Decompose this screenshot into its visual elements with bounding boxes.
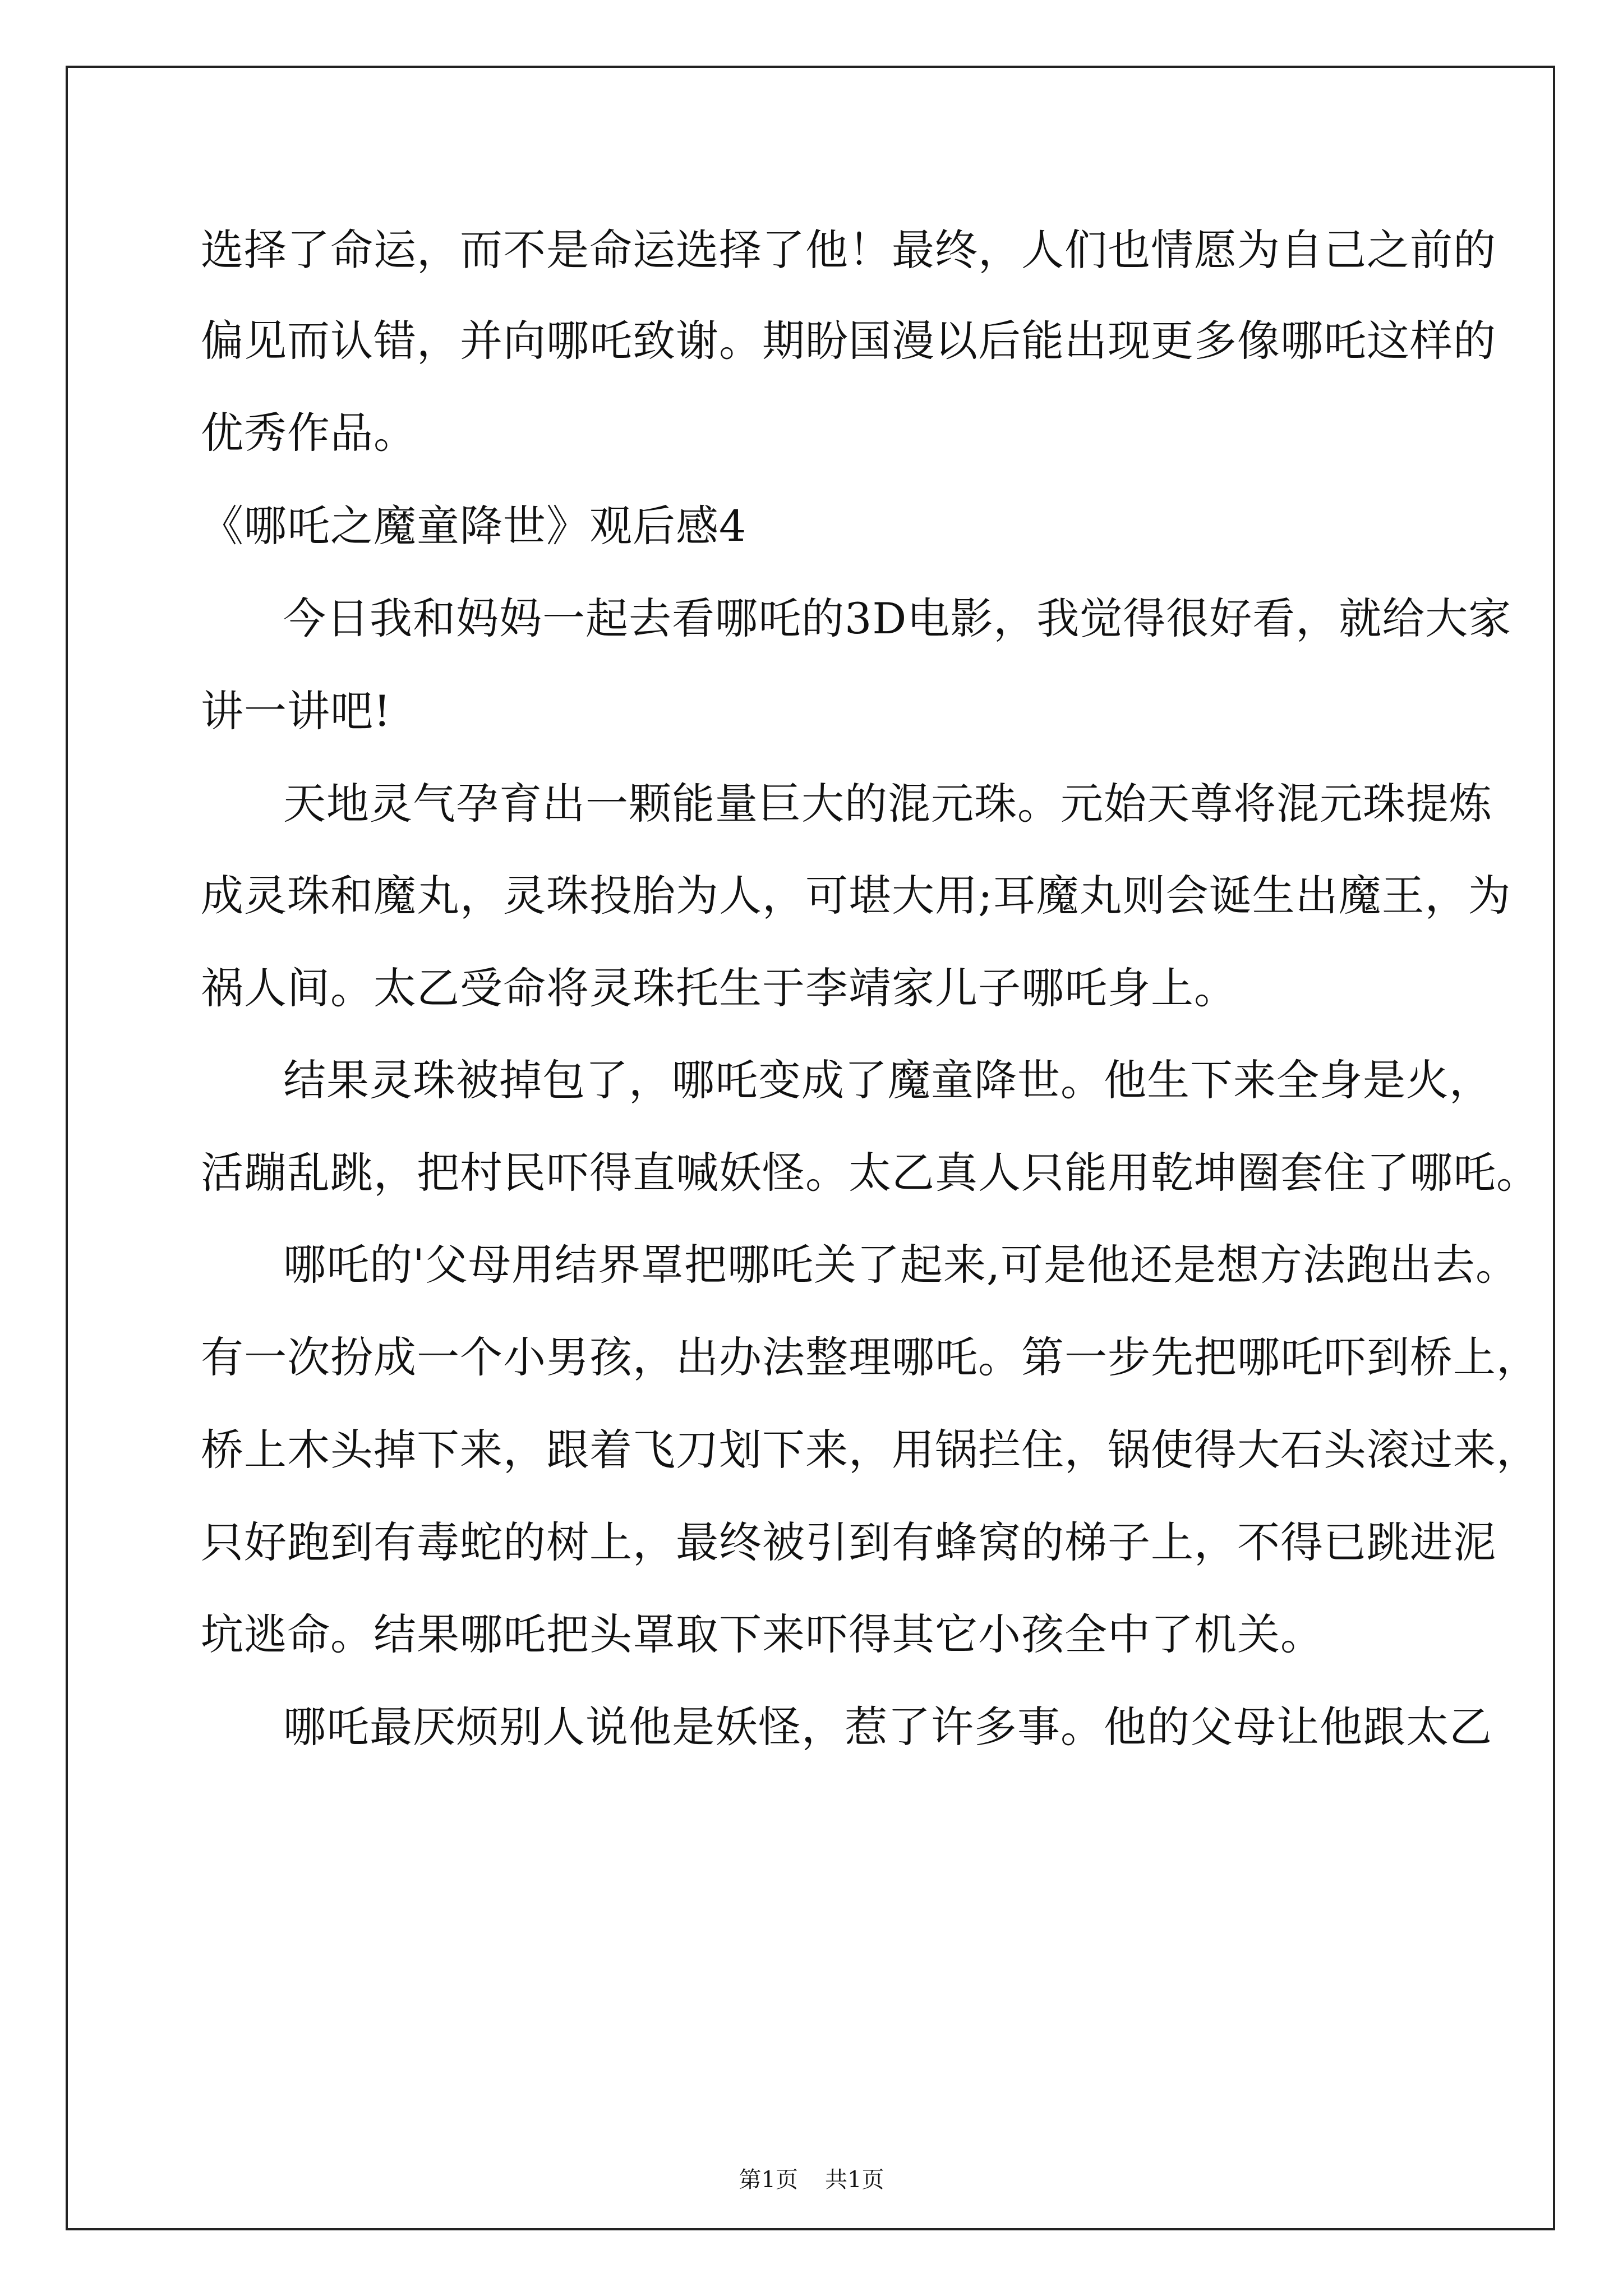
text-line: 结果灵珠被掉包了，哪吒变成了魔童降世。他生下来全身是火， [283, 1055, 1492, 1105]
text-line: 哪吒最厌烦别人说他是妖怪，惹了许多事。他的父母让他跟太乙 [283, 1702, 1492, 1752]
text-line: 祸人间。太乙受命将灵珠托生于李靖家儿子哪吒身上。 [201, 963, 1237, 1013]
text-line: 今日我和妈妈一起去看哪吒的3D电影，我觉得很好看，就给大家 [283, 593, 1512, 643]
text-line: 坑逃命。结果哪吒把头罩取下来吓得其它小孩全中了机关。 [201, 1609, 1324, 1659]
text-line: 优秀作品。 [201, 408, 417, 458]
page-footer [0, 2163, 1623, 2197]
text-line: 桥上木头掉下来，跟着飞刀划下来，用锅拦住，锅使得大石头滚过来， [201, 1425, 1539, 1475]
page-total: 共1页 [825, 2167, 884, 2193]
text-line: 只好跑到有毒蛇的树上，最终被引到有蜂窝的梯子上，不得已跳进泥 [201, 1517, 1496, 1567]
text-line: 活蹦乱跳，把村民吓得直喊妖怪。太乙真人只能用乾坤圈套住了哪吒。 [201, 1148, 1539, 1198]
text-line: 天地灵气孕育出一颗能量巨大的混元珠。元始天尊将混元珠提炼 [283, 779, 1492, 829]
text-line: 选择了命运，而不是命运选择了他！最终，人们也情愿为自己之前的 [201, 225, 1496, 275]
text-line: 成灵珠和魔丸，灵珠投胎为人，可堪大用;耳魔丸则会诞生出魔王，为 [201, 871, 1511, 921]
page-number: 第1页 [739, 2167, 798, 2193]
text-line: 偏见而认错，并向哪吒致谢。期盼国漫以后能出现更多像哪吒这样的 [201, 316, 1496, 366]
section-heading: 《哪吒之魔童降世》观后感4 [201, 501, 747, 551]
text-line: 讲一讲吧! [201, 686, 391, 736]
text-line: 有一次扮成一个小男孩，出办法整理哪吒。第一步先把哪吒吓到桥上， [201, 1332, 1539, 1382]
text-line: 哪吒的'父母用结界罩把哪吒关了起来,可是他还是想方法跑出去。 [283, 1240, 1519, 1290]
